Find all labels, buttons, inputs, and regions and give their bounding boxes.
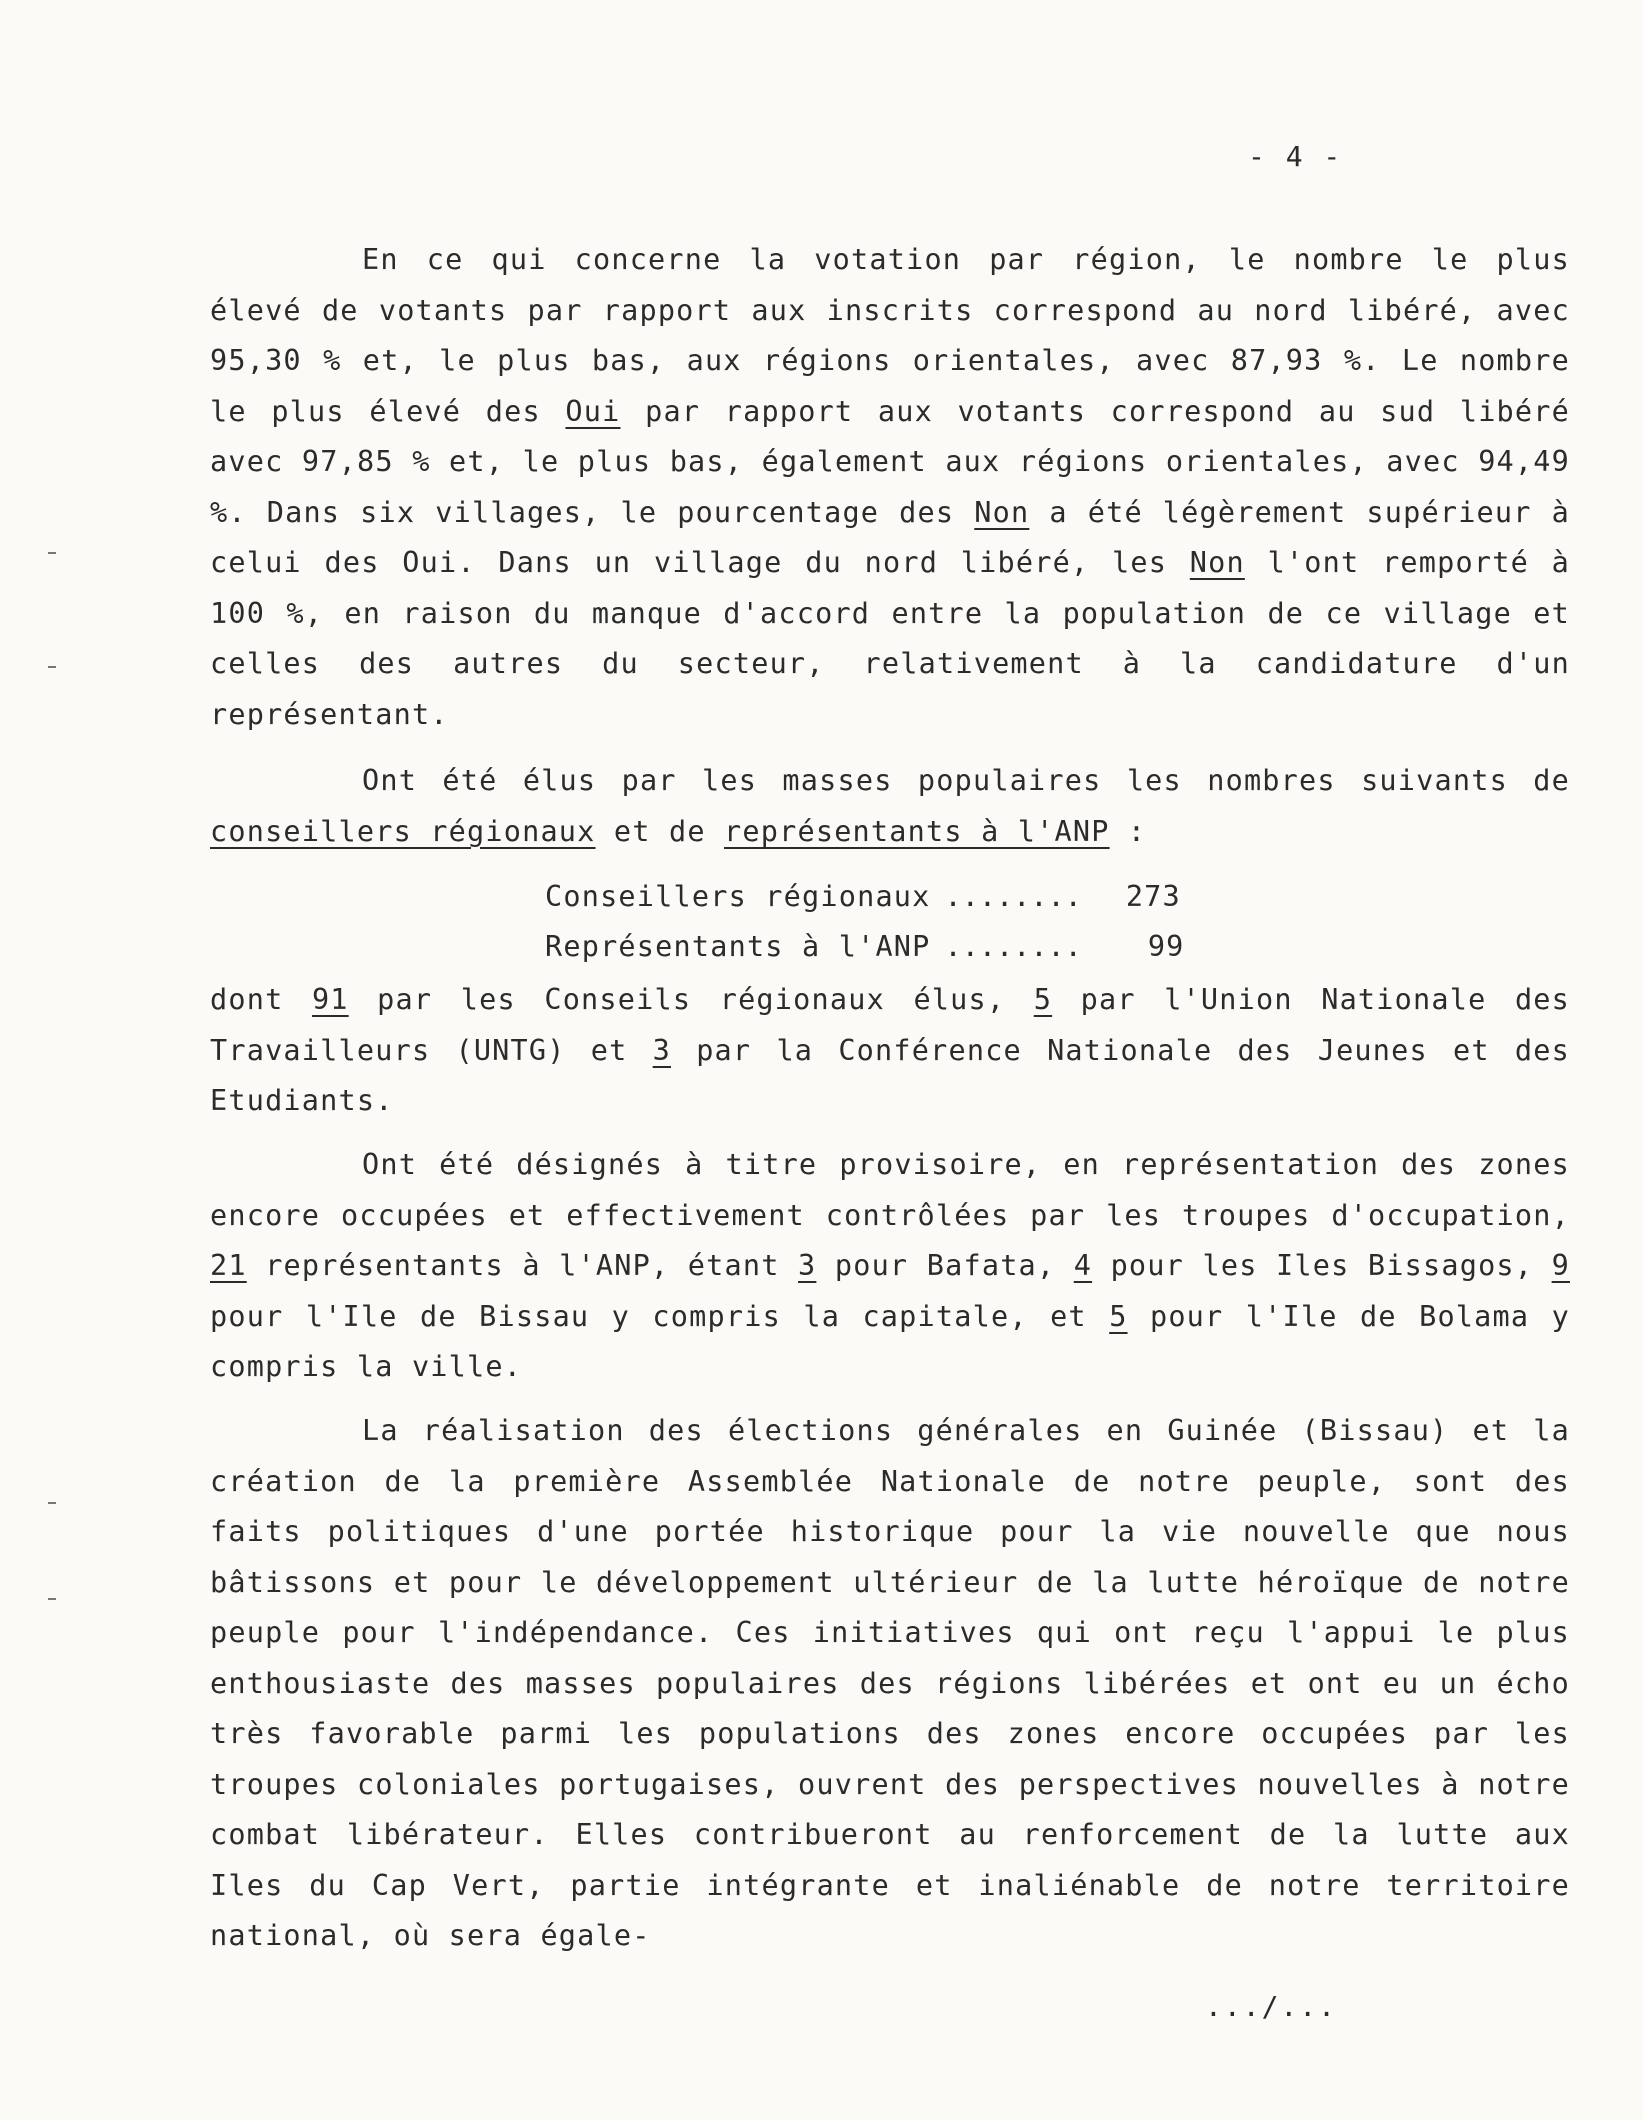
table-row xyxy=(545,922,1185,972)
underlined-conseillers: conseillers régionaux xyxy=(210,814,596,848)
paragraph-voting-by-region: En ce qui concerne la votation par région, le nombre le plus élevé de votants par rapport aux inscrits correspond au nord libéré, avec 95,30 % et, le plus bas, aux régions orientales, avec 87,93 %. Le nombre le plus élevé des Oui par rapport aux votants correspond au sud libéré avec 97,85 % et, le plus bas, également aux régions orientales, avec 94,49 %. Dans six villages, le pourcentage des Non a été légèrement supérieur à celui des Oui. Dans un village du nord libéré, les Non l'ont remporté à 100 %, en raison du manque d'accord entre la population de ce village et celles des autres du secteur, relativement à la candidature d'un représentant. xyxy=(210,243,1571,731)
row-label: Représentants à l'ANP xyxy=(545,930,931,963)
row-value: 99 xyxy=(1147,930,1185,963)
page-number: - 4 - xyxy=(1248,140,1343,173)
margin-mark xyxy=(48,552,56,554)
table-row xyxy=(545,872,1185,922)
paragraph-elections-significance: La réalisation des élections générales en Guinée (Bissau) et la création de la première Assemblée Nationale de notre peuple, sont des faits politiques d'une portée historique pour la vie nouvelle que nous bâtissons et pour le développement ultérieur de la lutte héroïque de notre peuple pour l'indépendance. Ces initiatives qui ont reçu l'appui le plus enthousiaste des masses populaires des régions libérées et ont eu un écho très favorable parmi les populations des zones encore occupées par les troupes coloniales portugaises, ouvrent des perspectives nouvelles à notre combat libérateur. Elles contribueront au renforcement de la lutte aux Iles du Cap Vert, partie intégrante et inaliénable de notre territoire national, où sera égale- xyxy=(210,1414,1570,1952)
row-label: Conseillers régionaux xyxy=(545,880,931,913)
underlined-non: Non xyxy=(1189,546,1245,579)
underlined-oui: Oui xyxy=(565,394,621,428)
underlined-non: Non xyxy=(974,495,1030,529)
margin-mark xyxy=(48,666,56,668)
margin-mark xyxy=(48,1598,56,1600)
paragraph-designated: Ont été désignés à titre provisoire, en représentation des zones encore occupées et effectivement contrôlées par les troupes d'occupation, 21 représentants à l'ANP, étant 3 pour Bafata, 4 pour les Iles Bissagos, 9 pour l'Ile de Bissau y compris la capitale, et 5 pour l'Ile de Bolama y compris la ville. xyxy=(210,1148,1570,1383)
paragraph-elected-counts: Ont été élus par les masses populaires les nombres suivants de conseillers régionaux et de représentants à l'ANP : xyxy=(210,764,1570,848)
row-leader: ........ xyxy=(944,930,1082,963)
margin-mark xyxy=(48,1502,56,1504)
row-value: 273 xyxy=(1125,880,1181,913)
paragraph-dont: dont 91 par les Conseils régionaux élus, 5 par l'Union Nationale des Travailleurs (UNTG) et 3 par la Conférence Nationale des Jeunes et des Etudiants. xyxy=(210,983,1571,1117)
continuation-marker: .../... xyxy=(1205,1990,1338,2023)
underlined-representants: représentants à l'ANP xyxy=(724,814,1110,848)
row-leader: ........ xyxy=(944,880,1082,913)
elected-counts-table xyxy=(545,872,1185,972)
